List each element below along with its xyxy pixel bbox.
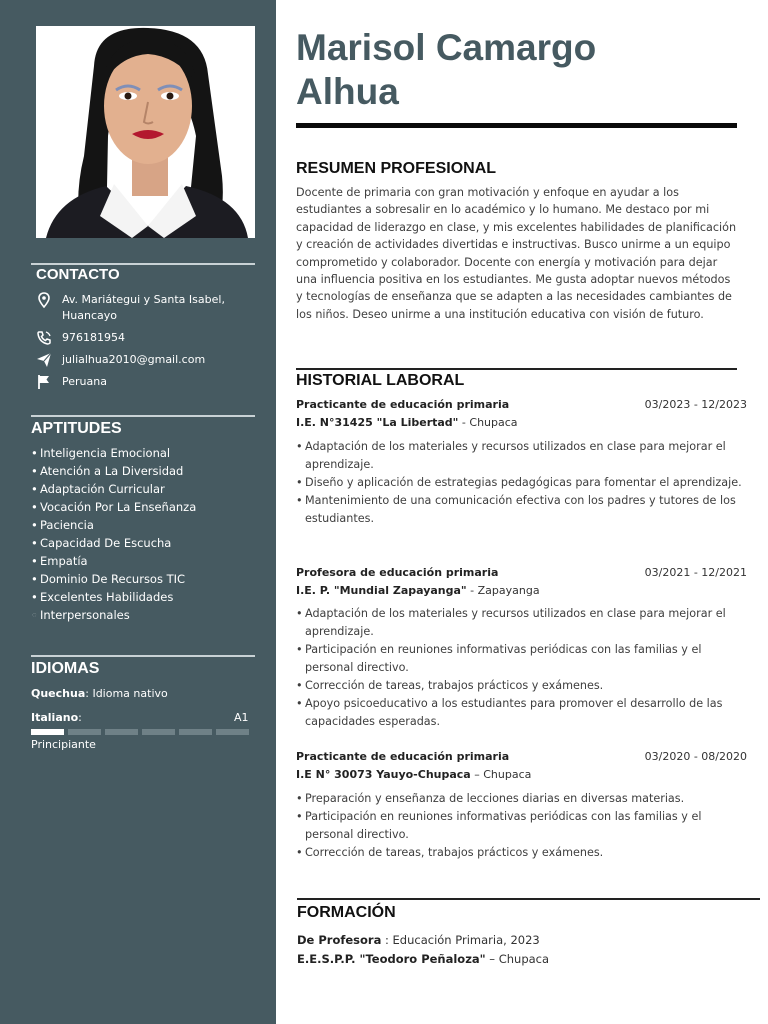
list-item: • Participación en reuniones informativas periódicas con las familias y el personal directivo. — [296, 641, 742, 677]
job-title: Practicante de educación primaria — [296, 750, 510, 763]
list-item: • Excelentes Habilidades — [31, 588, 196, 606]
list-item: • Atención a La Diversidad — [31, 462, 196, 480]
language-name: Italiano — [31, 711, 79, 724]
address-line2: Huancayo — [62, 309, 117, 322]
divider — [31, 263, 255, 265]
list-item: • Inteligencia Emocional — [31, 444, 196, 462]
language-level-segment — [179, 729, 212, 735]
language-italiano: Italiano: — [31, 711, 82, 724]
language-quechua — [31, 687, 168, 700]
job-org: I.E N° 30073 Yauyo-Chupaca – Chupaca — [296, 768, 532, 781]
flag-icon — [36, 374, 54, 390]
job-title: Profesora de educación primaria — [296, 566, 499, 579]
language-level-segment — [142, 729, 175, 735]
work-title: HISTORIAL LABORAL — [296, 372, 465, 389]
education-school: E.E.S.P.P. "Teodoro Peñaloza" – Chupaca — [297, 952, 550, 966]
language-name: Quechua — [31, 687, 86, 700]
language-level: : Idioma nativo — [85, 687, 168, 700]
job-bullets — [296, 438, 742, 528]
list-item: • Empatía — [31, 552, 196, 570]
divider — [31, 655, 255, 657]
job-bullets — [296, 605, 742, 731]
location-pin-icon — [36, 292, 54, 308]
job-dates: 03/2020 - 08/2020 — [644, 750, 747, 763]
list-item: • Dominio De Recursos TIC — [31, 570, 196, 588]
list-item: • Apoyo psicoeducativo a los estudiantes para promover el desarrollo de las capacidades esperadas. — [296, 695, 742, 731]
aptitudes-list — [31, 444, 196, 624]
list-item: • Adaptación de los materiales y recursos utilizados en clase para mejorar el aprendizaje. — [296, 605, 742, 641]
list-item: • Paciencia — [31, 516, 196, 534]
divider — [296, 368, 737, 370]
idiomas-title: IDIOMAS — [31, 660, 100, 677]
phone-number[interactable]: 976181954 — [62, 331, 125, 344]
divider — [31, 415, 255, 417]
language-code: A1 — [234, 711, 249, 724]
contact-phone — [36, 330, 125, 346]
language-level-text: Principiante — [31, 738, 96, 751]
job-org: I.E. P. "Mundial Zapayanga" - Zapayanga — [296, 584, 540, 597]
send-icon — [36, 352, 54, 368]
contact-email — [36, 352, 205, 368]
title-divider — [296, 123, 737, 128]
language-level-segment — [105, 729, 138, 735]
language-level-segment — [68, 729, 101, 735]
language-level-segment — [216, 729, 249, 735]
list-item: • Adaptación Curricular — [31, 480, 196, 498]
divider — [297, 898, 760, 900]
address-line1: Av. Mariátegui y Santa Isabel, — [62, 293, 225, 306]
job-bullets — [296, 790, 742, 862]
job-dates: 03/2021 - 12/2021 — [644, 566, 747, 579]
contact-address — [36, 292, 225, 324]
job-dates: 03/2023 - 12/2023 — [644, 398, 747, 411]
contact-nationality — [36, 374, 107, 390]
sidebar — [0, 0, 276, 1024]
email-address[interactable]: julialhua2010@gmail.com — [62, 353, 206, 366]
job-title: Practicante de educación primaria — [296, 398, 510, 411]
list-item: • Corrección de tareas, trabajos prácticos y exámenes. — [296, 677, 742, 695]
list-item: • Capacidad De Escucha — [31, 534, 196, 552]
list-item: • Mantenimiento de una comunicación efectiva con los padres y tutores de los estudiantes. — [296, 492, 742, 528]
education-degree: De Profesora : Educación Primaria, 2023 — [297, 933, 540, 947]
nationality: Peruana — [62, 375, 107, 388]
list-item: • Vocación Por La Enseñanza — [31, 498, 196, 516]
list-item: • Preparación y enseñanza de lecciones diarias en diversas materias. — [296, 790, 742, 808]
job-org: I.E. N°31425 "La Libertad" - Chupaca — [296, 416, 518, 429]
list-item: • Corrección de tareas, trabajos prácticos y exámenes. — [296, 844, 742, 862]
list-item: • Participación en reuniones informativas periódicas con las familias y el personal directivo. — [296, 808, 742, 844]
language-level-segment — [31, 729, 64, 735]
list-item: • Diseño y aplicación de estrategias pedagógicas para fomentar el aprendizaje. — [296, 474, 742, 492]
profile-photo — [36, 26, 255, 238]
list-item: • • Interpersonales — [31, 606, 196, 624]
aptitudes-title: APTITUDES — [31, 420, 122, 437]
page-title: Marisol Camargo Alhua — [296, 27, 597, 112]
education-title: FORMACIÓN — [297, 904, 396, 921]
summary-text: Docente de primaria con gran motivación y enfoque en ayudar a los estudiantes a sobresalir en lo académico y lo humano. Me destaco por mi capacidad de liderazgo en clase, y mis excelentes habilidades de planificación y creación de actividades divertidas e instructivas. Busco unirme a un equipo comprometido y colaborador. Docente con energía y motivación para dejar una influencia positiva en los estudiantes. Me gusta adoptar nuevos métodos y tecnologías de enseñanza que se adapten a las necesidades cambiantes de los niños. Deseo unirme a una institución educativa con visión de futuro. — [296, 186, 737, 321]
phone-icon — [36, 330, 54, 346]
summary-title: RESUMEN PROFESIONAL — [296, 160, 497, 177]
list-item: • Adaptación de los materiales y recursos utilizados en clase para mejorar el aprendizaje. — [296, 438, 742, 474]
contact-title: CONTACTO — [36, 266, 120, 283]
